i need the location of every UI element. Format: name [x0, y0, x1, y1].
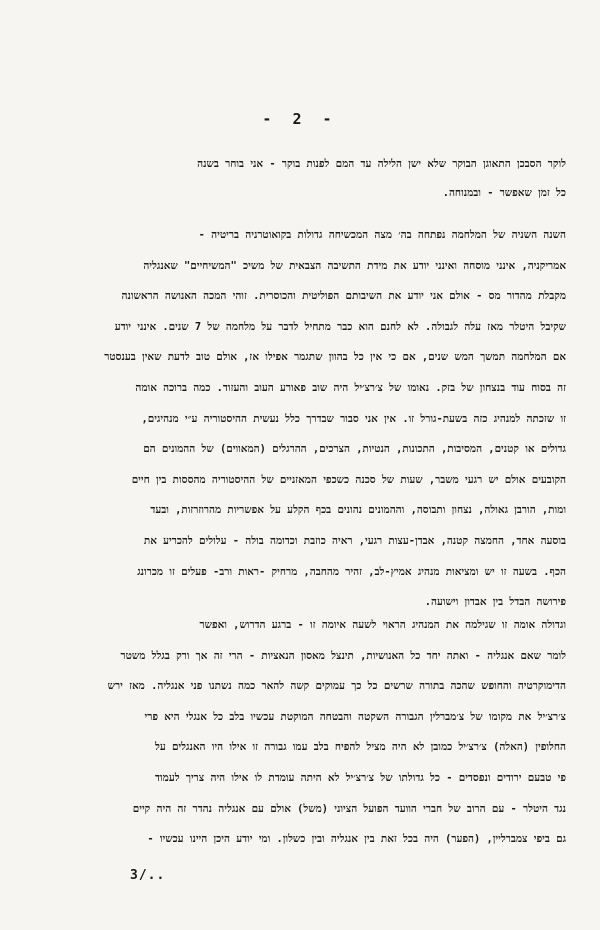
text-line: זה בסוח עוד בנצחון של בזק. נאומו של צ׳רצ׳יל היה שוב פאורע העוב והעזוד. כמה ברוכה אומה	[135, 381, 566, 394]
text-line: אמריקניה, אינני מוסחה ואינני יודע את מידת התשיבה הצבאית של משיכ "המשיחיים" שאנגליה	[143, 259, 566, 272]
text-line: זו שזכתה למנהיג כזה בשעת-גורל זו. אין אני סבור שבדרך כלל נעשית ההיסטוריה ע״י מנהיגים,	[141, 412, 566, 425]
text-line: גם ביפי צמברליין, (הפער) היה בכל זאת בין אנגליה ובין כשלון. ומי יודע היכן היינו עכשיו -	[147, 833, 566, 846]
paragraph-2	[36, 220, 566, 618]
text-line: הדימוקרטיה והחופש שהכה בתורה שרשים כל כך עמוקים קשה להאר כמה נשתנו פני אנגליה. מאז ירש	[107, 680, 566, 693]
paragraph-3	[36, 610, 566, 855]
text-line: וגדולה אומה זו שגילמה את המנהיג הראוי לשעה איומה זו - ברגע הדרוש, ואפשר	[199, 619, 566, 631]
text-line: החלופין (האלה) צ׳רצ׳יל כמובן לא היה מציל להפיח בלב עמו גבורה זו אילו היו האנגלים על	[154, 741, 566, 754]
text-line: כל זמן שאפשר - ובמנוחה.	[442, 187, 566, 199]
text-line: בוסעה אחד, החמצה קטנה, אבדן-עצות רגעי, ראיה כוזבת וכדומה בולה - עלולים להכריע את	[143, 534, 566, 547]
text-line: פירושה הבדל בין אבדון וישועה.	[424, 596, 566, 609]
text-line: הכף. בשעה זו יש ומציאות מנהיג אמיץ-לב, זהיר מהחבה, מרחיק -ראות ורב- פעלים זו מכרונג	[137, 565, 566, 578]
text-line: מקבלת מהדור מס - אולם אני יודע את השיבותם הפוליטית והכוסרית. זוהי המכה האנושה הראשונה	[121, 290, 566, 303]
text-line: ומות, הורבן גאולה, נצחון ותבוסה, וההמונים נהונים בכף הקלע על אפשריות מהרוזרזות, ובעד	[150, 504, 566, 517]
continuation-marker: 3/..	[130, 868, 166, 883]
text-line: פי טבעם ירודים ונפסדים - כל גדולתו של צ׳רצ׳יל לא היתה עומדת לו אילו היה צריך לעמוד	[155, 771, 566, 784]
text-line: אם המלחמה תמשך המש שנים, אם כי אין כל בהוון שתגמר אפילו אז, אולם טוב לדעת שאין בענסטר	[104, 351, 566, 364]
text-line: גדולים או קטנים, המסיבות, התכונות, הנטיות, הצרכים, ההרגלים (המאווים) של ההמונים הם	[143, 443, 566, 456]
text-line: שקיבל היטלר מאז עלה לגבולה. לא לחנם הוא כבר מתחיל לדבר על מלחמה של 7 שנים. אינני יודע	[114, 320, 566, 333]
text-line: הקובעים אולם יש רגעי משבר, שעות של סכנה כשכפי המאזניים של ההיסטוריה מהססות בין חיים	[131, 473, 566, 486]
paragraph-1	[36, 150, 566, 208]
text-line: לומר שאם אנגליה - ואתה יחד כל האנושיות, תינצל מאסון הנאציות - הרי זה אך ורק בגלל משטר	[120, 649, 566, 662]
text-line: השנה השניה של המלחמה נפתחה בה׳ מצה המכשיחה גדולות בקואוטרניה בריטיה -	[198, 229, 566, 241]
text-line: צ׳רצ׳יל את מקומו של צ׳מברלין הגבורה השקטה והבטחה המוקטת עכשיו בלב כל אנגלי היא פרי	[144, 710, 566, 723]
text-line: לוקר הסבכן התאוגן הבוקר שלא ישן הלילה עד המם לפנות בוקר - אני בוחר בשנה	[197, 158, 566, 170]
text-line: נגד היטלר - עם הרוב של חברי הוועד הפועל הציוני (משל) אולם עם אנגליה נהדר זה היה קיים	[132, 802, 566, 815]
page-number: - 2 -	[262, 110, 338, 128]
